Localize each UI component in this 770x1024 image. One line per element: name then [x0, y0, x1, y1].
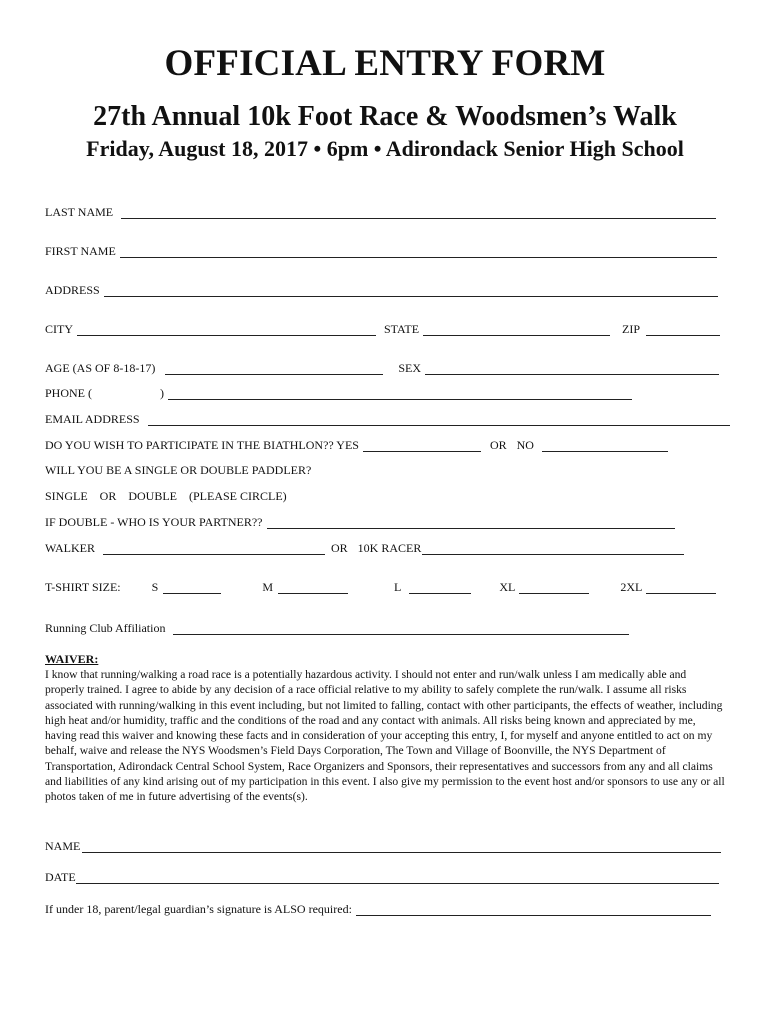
size-2xl-label: 2XL — [620, 580, 643, 594]
size-s-label: S — [151, 580, 159, 594]
signature-date-label: DATE — [45, 870, 76, 884]
age-label: AGE (AS OF 8-18-17) — [45, 361, 156, 375]
waiver-body: I know that running/walking a road race is a potentially hazardous activity. I should not enter and run/walk unless I am medically able and properly trained. I agree to abide by any decision of a race official relative to my ability to safely complete the run/walk. I assume all risks associated with running/walking in this event including, but not limited to falling, contact with other participants, the effects of weather, including high heat and/or humidity, traffic and the conditions of the road and any contact with animals. All risks being known and appreciated by me, having read this waiver and knowing these facts and in consideration of your accepting this entry, I, for myself and anyone entitled to act on my behalf, waive and release the NYS Woodsmen’s Field Days Corporation, The Town and Village of Boonville, the NYS Department of Transportation, Adirondack Central School System, Race Organizers and Sponsors, their representatives and successors from any and all claims and liabilities of any kind arising out of my participation in this event. I also give my permission to the event host and/or sponsors to use any or all photos taken of me in future advertising of the events(s). — [45, 668, 725, 804]
event-subtitle: 27th Annual 10k Foot Race & Woodsmen’s Walk — [93, 101, 677, 132]
size-s-field[interactable] — [163, 582, 221, 594]
form-title: OFFICIAL ENTRY FORM — [164, 43, 606, 84]
size-l-label: L — [393, 580, 402, 594]
size-2xl-field[interactable] — [646, 582, 716, 594]
running-club-label: Running Club Affiliation — [45, 621, 166, 635]
email-row — [45, 412, 730, 426]
biathlon-or-label: OR — [489, 438, 507, 452]
tshirt-row — [45, 580, 716, 594]
size-xl-field[interactable] — [519, 582, 589, 594]
size-m-field[interactable] — [278, 582, 348, 594]
email-label: EMAIL ADDRESS — [45, 412, 140, 426]
racer-label: 10K RACER — [357, 541, 422, 555]
city-state-zip-row — [45, 322, 720, 336]
size-m-label: M — [262, 580, 273, 594]
first-name-label: FIRST NAME — [45, 244, 116, 258]
signature-name-field[interactable] — [82, 841, 721, 853]
sex-field[interactable] — [425, 363, 719, 375]
email-field[interactable] — [148, 414, 730, 426]
running-club-row — [45, 621, 629, 635]
state-field[interactable] — [423, 324, 610, 336]
paddler-question: WILL YOU BE A SINGLE OR DOUBLE PADDLER? — [45, 463, 312, 477]
walker-field[interactable] — [103, 543, 325, 555]
signature-name-label: NAME — [45, 839, 81, 853]
guardian-signature-label: If under 18, parent/legal guardian’s signature is ALSO required: — [45, 902, 352, 916]
guardian-signature-field[interactable] — [356, 904, 711, 916]
waiver-text — [45, 667, 727, 805]
size-l-field[interactable] — [409, 582, 471, 594]
address-row — [45, 283, 718, 297]
address-field[interactable] — [104, 285, 718, 297]
first-name-field[interactable] — [120, 246, 717, 258]
first-name-row — [45, 244, 717, 258]
walker-label: WALKER — [45, 541, 95, 555]
waiver-heading: WAIVER: — [45, 652, 99, 666]
paddler-question-row — [45, 463, 311, 477]
running-club-field[interactable] — [173, 623, 629, 635]
city-field[interactable] — [77, 324, 376, 336]
last-name-row — [45, 205, 716, 219]
racer-field[interactable] — [422, 543, 684, 555]
biathlon-question: DO YOU WISH TO PARTICIPATE IN THE BIATHLON?? YES — [45, 438, 359, 452]
age-field[interactable] — [165, 363, 383, 375]
partner-field[interactable] — [267, 517, 675, 529]
biathlon-no-label: NO — [516, 438, 534, 452]
state-label: STATE — [384, 322, 420, 336]
signature-date-field[interactable] — [76, 872, 719, 884]
last-name-label: LAST NAME — [45, 205, 114, 219]
tshirt-label: T-SHIRT SIZE: — [45, 580, 121, 594]
phone-label: PHONE ( — [45, 386, 92, 400]
phone-field[interactable] — [168, 388, 632, 400]
sex-label: SEX — [398, 361, 421, 375]
paddler-options[interactable]: SINGLE OR DOUBLE (PLEASE CIRCLE) — [45, 489, 287, 503]
city-label: CITY — [45, 322, 73, 336]
guardian-signature-row — [45, 902, 711, 916]
biathlon-yes-field[interactable] — [363, 440, 481, 452]
signature-name-row — [45, 839, 721, 853]
walker-or-label: OR — [331, 541, 348, 555]
walker-racer-row — [45, 541, 684, 555]
biathlon-row — [45, 438, 668, 452]
phone-row — [45, 386, 632, 400]
partner-row — [45, 515, 675, 529]
zip-label: ZIP — [622, 322, 641, 336]
biathlon-no-field[interactable] — [542, 440, 668, 452]
event-dateline: Friday, August 18, 2017 • 6pm • Adirondack Senior High School — [86, 136, 684, 161]
partner-label: IF DOUBLE - WHO IS YOUR PARTNER?? — [45, 515, 263, 529]
paddler-options-row[interactable] — [45, 489, 287, 503]
zip-field[interactable] — [646, 324, 720, 336]
phone-close-paren: ) — [160, 386, 164, 400]
signature-date-row — [45, 870, 719, 884]
last-name-field[interactable] — [121, 207, 716, 219]
address-label: ADDRESS — [45, 283, 100, 297]
age-sex-row — [45, 361, 719, 375]
size-xl-label: XL — [499, 580, 516, 594]
